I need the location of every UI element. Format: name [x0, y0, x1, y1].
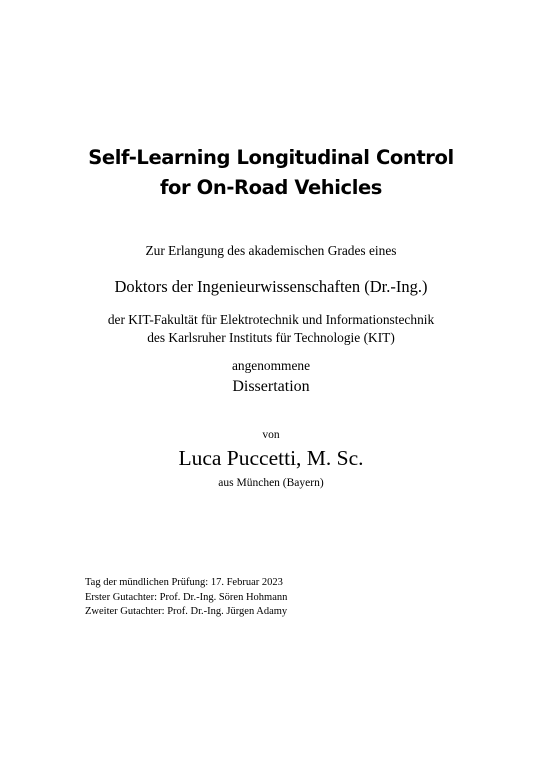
- degree-intro: Zur Erlangung des akademischen Grades eines: [145, 243, 397, 258]
- first-reviewer: Erster Gutachter: Prof. Dr.-Ing. Sören Hohmann: [85, 591, 288, 603]
- faculty-line-1: der KIT-Fakultät für Elektrotechnik und Informationstechnik: [107, 312, 435, 327]
- document-type: Dissertation: [232, 378, 310, 395]
- author-name: Luca Puccetti, M. Sc.: [178, 446, 364, 470]
- title-line-1: Self-Learning Longitudinal Control: [88, 146, 454, 169]
- author-origin: aus München (Bayern): [218, 477, 324, 489]
- faculty-line-2: des Karlsruher Instituts für Technologie (KIT): [147, 330, 395, 345]
- title-line-2: for On-Road Vehicles: [159, 176, 383, 199]
- exam-date: Tag der mündlichen Prüfung: 17. Februar 2023: [85, 577, 283, 588]
- exam-info: [85, 576, 287, 620]
- second-reviewer: Zweiter Gutachter: Prof. Dr.-Ing. Jürgen Adamy: [85, 606, 288, 618]
- by-label: von: [262, 429, 280, 441]
- document-title: [0, 143, 542, 203]
- degree-name: Doktors der Ingenieurwissenschaften (Dr.-Ing.): [114, 277, 428, 296]
- accepted-label: angenommene: [231, 358, 311, 373]
- faculty-info: [0, 311, 542, 347]
